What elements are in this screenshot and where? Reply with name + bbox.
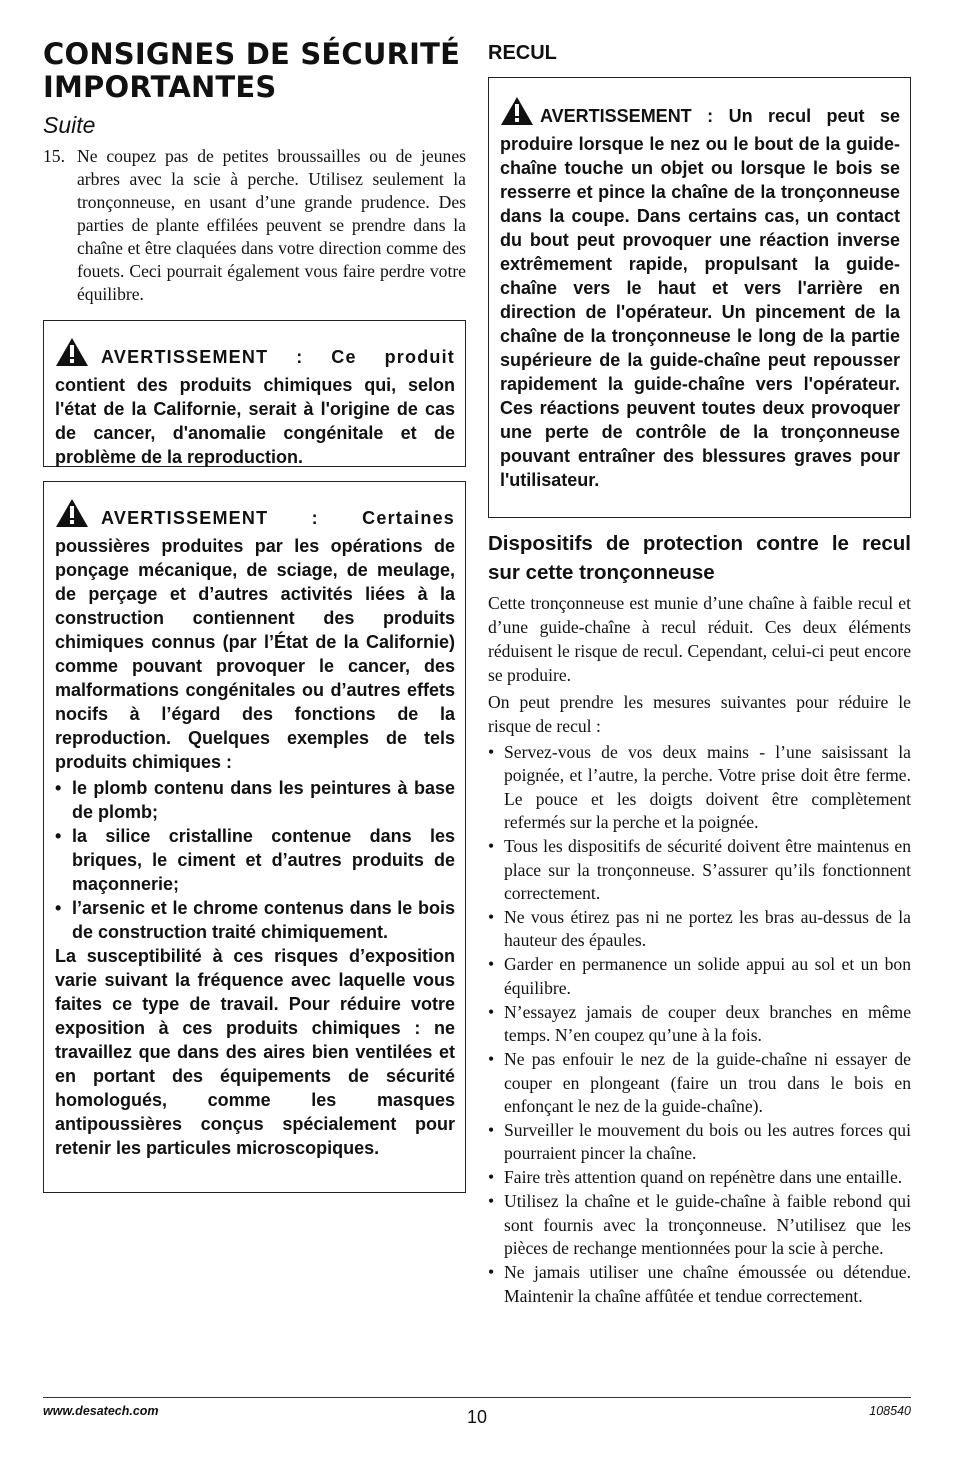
footer-url: www.desatech.com: [43, 1404, 159, 1418]
list-item: • Garder en permanence un solide appui au sol et un bon équilibre.: [488, 953, 911, 1000]
warning-text: contient des produits chimiques qui, selon l'état de la Californie, serait à l'origine de cas de cancer, d'anomalie congénitale et de problème de la reproduction.: [55, 375, 455, 467]
page-subtitle: Suite: [43, 112, 96, 138]
page-number: 10: [466, 1407, 488, 1427]
numbered-item-15: [43, 145, 466, 306]
left-column: [43, 38, 466, 1193]
subheading: Dispositifs de protection contre le recul sur cette tronçonneuse: [488, 532, 911, 584]
paragraph: On peut prendre les mesures suivantes pour réduire le risque de recul :: [488, 692, 911, 736]
warning-triangle-icon: [500, 96, 534, 132]
warning-triangle-icon: [55, 337, 89, 373]
warning-text: poussières produites par les opérations de ponçage mécanique, de sciage, de meulage, de perçage et d’autres activités liées à la construction contiennent des produits chimiques connus (par l’État de la Californie) comme pouvant provoquer le cancer, des malformations congénitales ou d’autres effets nocifs à l’égard des fonctions de la reproduction. Quelques exemples de tels produits chimiques :: [55, 536, 455, 772]
document-code: 108540: [869, 1404, 911, 1418]
warning-text: AVERTISSEMENT : Un recul peut se produire lorsque le nez ou le bout de la guide-chaîne touche un objet ou lorsque le bois se resserre et pince la chaîne de la tronçonneuse dans la coupe. Dans certains cas, un contact du bout peut provoquer une réaction inverse extrêmement rapide, propulsant la guide-chaîne vers le haut et vers l'arrière en direction de l'opérateur. Un pincement de la chaîne de la tronçonneuse le long de la partie supérieure de la guide-chaîne peut repousser rapidement la guide-chaîne vers l'opérateur. Ces réactions peuvent toutes deux provoquer une perte de contrôle de la tronçonneuse pouvant entraîner des blessures graves pour l'utilisateur.: [500, 106, 900, 490]
warning-lead: AVERTISSEMENT : Certaines: [101, 508, 455, 528]
list-item: • Surveiller le mouvement du bois ou les autres forces qui pourraient pincer la chaîne.: [488, 1119, 911, 1166]
chemical-list: [55, 776, 455, 944]
section-title: RECUL: [488, 42, 557, 64]
title-line-2: IMPORTANTES: [43, 70, 277, 104]
list-item: • Ne vous étirez pas ni ne portez les bras au-dessus de la hauteur des épaules.: [488, 906, 911, 953]
title-line-1: CONSIGNES DE SÉCURITÉ: [43, 37, 461, 71]
list-item: • Tous les dispositifs de sécurité doivent être maintenus en place sur la tronçonneuse. S’assurer qu’ils fonctionnent correctement.: [488, 835, 911, 905]
warning-box-dust: [43, 481, 466, 1193]
kickback-measures-list: [488, 741, 911, 1308]
right-column: [488, 38, 911, 1309]
list-item: • Ne pas enfouir le nez de la guide-chaîne ni essayer de couper en plongeant (faire un trou dans le bois en enfonçant le nez de la guide-chaîne).: [488, 1048, 911, 1118]
list-item: • Utilisez la chaîne et le guide-chaîne à faible rebond qui sont fournis avec la tronçonneuse. N’utilisez que les pièces de rechange mentionnées pour la scie à perche.: [488, 1190, 911, 1260]
list-item: • N’essayez jamais de couper deux branches en même temps. N’en coupez qu’une à la fois.: [488, 1001, 911, 1048]
list-item: • Servez-vous de vos deux mains - l’une saisissant la poignée, et l’autre, la perche. Votre prise doit être ferme. Le pouce et les doigts doivent être complètement refermés sur la perche et la poignée.: [488, 741, 911, 835]
page-title: [43, 38, 466, 104]
warning-closing: La susceptibilité à ces risques d’exposition varie suivant la fréquence avec laquelle vous faites ce type de travail. Pour réduire votre exposition à ces produits chimiques : ne travaillez que dans des aires bien ventilées et en portant des équipements de sécurité homologués, comme les masques antipoussières conçus spécialement pour retenir les particules microscopiques.: [55, 946, 455, 1158]
list-item: • la silice cristalline contenue dans les briques, le ciment et d’autres produits de maçonnerie;: [55, 824, 455, 896]
footer-divider: [43, 1397, 911, 1398]
warning-triangle-icon: [55, 498, 89, 534]
paragraph: Cette tronçonneuse est munie d’une chaîne à faible recul et d’une guide-chaîne à recul réduit. Ces deux éléments réduisent le risque de recul. Cependant, celui-ci peut encore se produire.: [488, 593, 911, 685]
list-item: • Ne jamais utiliser une chaîne émoussée ou détendue. Maintenir la chaîne affûtée et tendue correctement.: [488, 1261, 911, 1308]
warning-box-california: [43, 320, 466, 467]
warning-box-kickback: [488, 77, 911, 518]
item-number: 15.: [43, 146, 65, 166]
list-item: • le plomb contenu dans les peintures à base de plomb;: [55, 776, 455, 824]
list-item: • Faire très attention quand on repénètre dans une entaille.: [488, 1166, 911, 1189]
item-text: Ne coupez pas de petites broussailles ou de jeunes arbres avec la scie à perche. Utilisez seulement la tronçonneuse, en usant d’une grande prudence. Des parties de plante effilées peuvent se prendre dans la chaîne et être claquées dans votre direction comme des fouets. Ceci pourrait également vous faire perdre votre équilibre.: [77, 146, 466, 304]
list-item: • l’arsenic et le chrome contenus dans le bois de construction traité chimiquement.: [55, 896, 455, 944]
warning-lead: AVERTISSEMENT : Ce produit: [101, 347, 455, 367]
